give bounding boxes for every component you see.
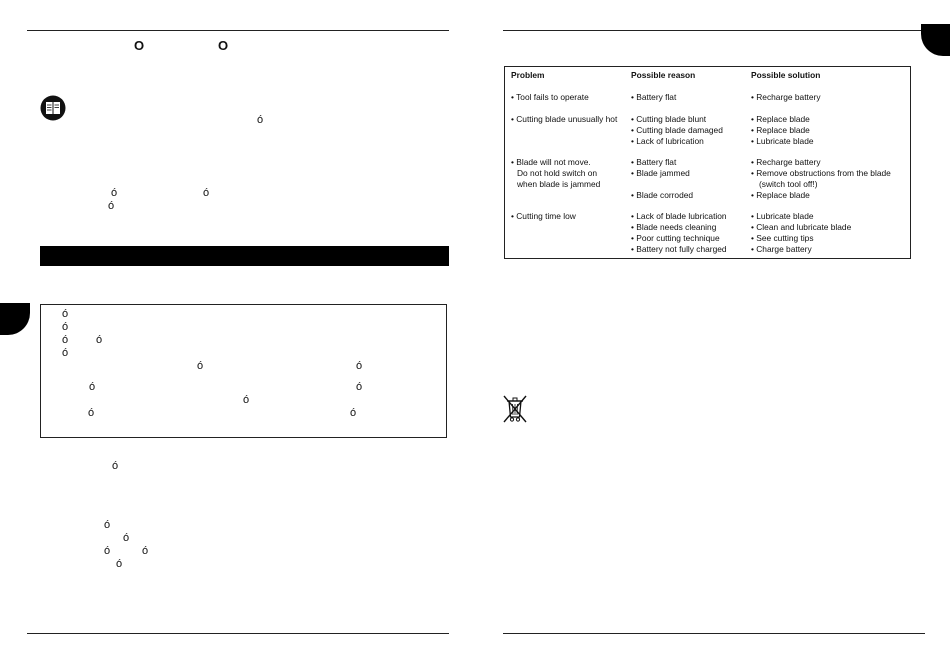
table-header-reason: Possible reason <box>631 70 696 80</box>
table-cell: • Blade jammed <box>631 168 690 178</box>
inline-mark: ó <box>350 407 357 419</box>
header-glyph-2: O <box>218 38 229 53</box>
inline-mark: ó <box>62 308 69 320</box>
right-top-rule <box>503 30 925 31</box>
inline-mark: ó <box>197 360 204 372</box>
table-cell: • Recharge battery <box>751 157 821 167</box>
table-cell: • Lubricate blade <box>751 136 814 146</box>
left-top-rule <box>27 30 449 31</box>
table-cell: Do not hold switch on <box>517 168 598 178</box>
left-bottom-rule <box>27 633 449 634</box>
right-bottom-rule <box>503 633 925 634</box>
inline-mark: ó <box>203 187 210 199</box>
table-cell: • Charge battery <box>751 244 812 254</box>
table-cell: • Clean and lubricate blade <box>751 222 852 232</box>
header-glyph-1: O <box>134 38 145 53</box>
table-cell: when blade is jammed <box>517 179 601 189</box>
inline-mark: ó <box>62 347 69 359</box>
table-cell: • Lack of lubrication <box>631 136 704 146</box>
table-cell: • Blade will not move. <box>511 157 591 167</box>
table-cell: • Replace blade <box>751 125 810 135</box>
table-cell: (switch tool off!) <box>759 179 818 189</box>
inline-mark: ó <box>112 460 119 472</box>
right-page-tab <box>921 24 950 56</box>
table-cell: • Cutting blade unusually hot <box>511 114 618 124</box>
inline-mark: ó <box>108 200 115 212</box>
inline-mark: ó <box>104 519 111 531</box>
table-cell: • Recharge battery <box>751 92 821 102</box>
inline-mark: ó <box>356 360 363 372</box>
inline-mark: ó <box>62 334 69 346</box>
left-page-tab <box>0 303 30 335</box>
table-cell: • Replace blade <box>751 114 810 124</box>
read-manual-icon <box>40 95 66 121</box>
table-cell: • Battery flat <box>631 157 677 167</box>
inline-mark: ó <box>62 321 69 333</box>
table-cell: • Blade corroded <box>631 190 694 200</box>
table-cell: • Battery flat <box>631 92 677 102</box>
table-cell: • Lubricate blade <box>751 211 814 221</box>
table-cell: • Remove obstructions from the blade <box>751 168 891 178</box>
inline-mark: ó <box>89 381 96 393</box>
table-cell: • Blade needs cleaning <box>631 222 717 232</box>
table-cell: • Tool fails to operate <box>511 92 589 102</box>
table-header-solution: Possible solution <box>751 70 821 80</box>
inline-mark: ó <box>116 558 123 570</box>
inline-mark: ó <box>104 545 111 557</box>
inline-mark: ó <box>88 407 95 419</box>
table-cell: • Cutting blade blunt <box>631 114 707 124</box>
table-cell: • See cutting tips <box>751 233 814 243</box>
table-cell: • Replace blade <box>751 190 810 200</box>
inline-mark: ó <box>96 334 103 346</box>
notice-box <box>40 304 447 438</box>
inline-mark: ó <box>356 381 363 393</box>
crossed-bin-icon <box>502 394 528 424</box>
table-cell: • Poor cutting technique <box>631 233 720 243</box>
inline-mark: ó <box>111 187 118 199</box>
table-cell: • Cutting blade damaged <box>631 125 723 135</box>
inline-mark: ó <box>257 114 264 126</box>
table-cell: • Battery not fully charged <box>631 244 727 254</box>
table-header-problem: Problem <box>511 70 545 80</box>
inline-mark: ó <box>243 394 250 406</box>
inline-mark: ó <box>123 532 130 544</box>
table-cell: • Cutting time low <box>511 211 576 221</box>
section-heading-bar <box>40 246 449 266</box>
inline-mark: ó <box>142 545 149 557</box>
table-cell: • Lack of blade lubrication <box>631 211 727 221</box>
